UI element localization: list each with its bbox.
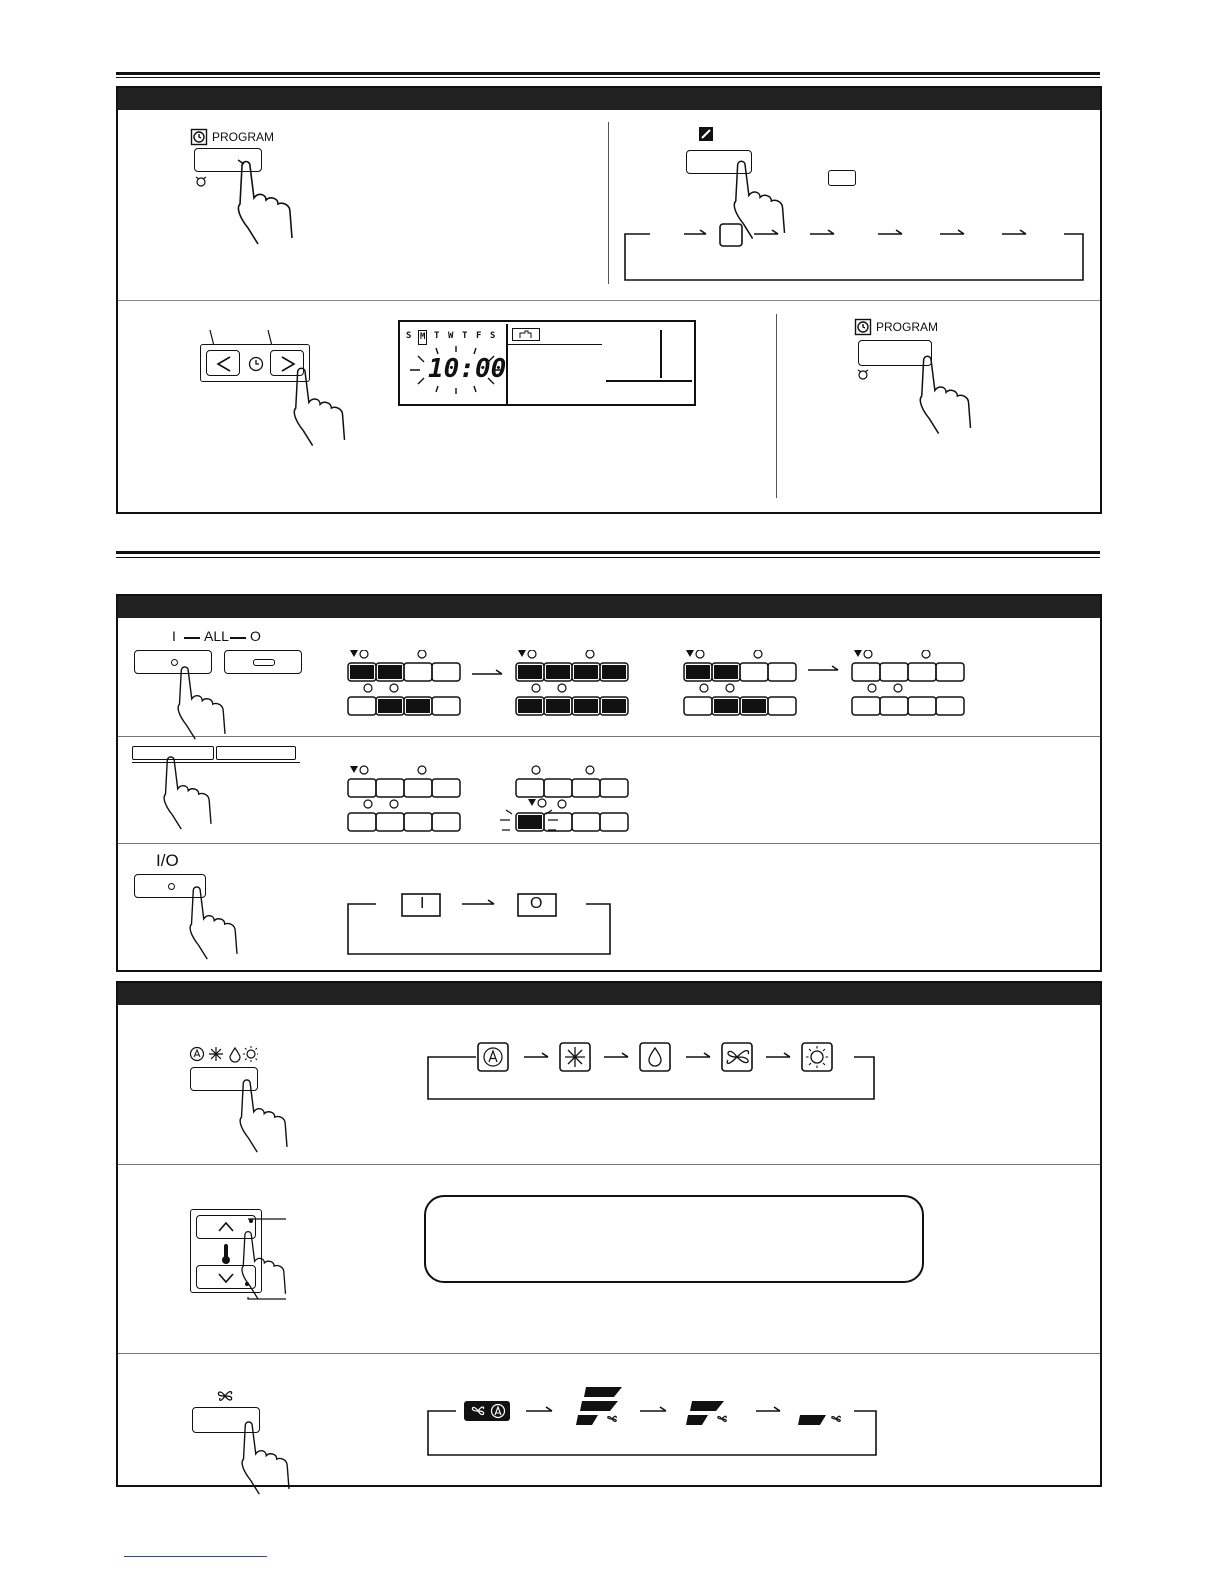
- fan-speed-cycle: [426, 1383, 878, 1457]
- hand-pointer-icon: [238, 1075, 294, 1161]
- chevron-down-icon: [217, 1272, 235, 1284]
- day-wed: W: [448, 331, 454, 341]
- day-tue: T: [434, 331, 440, 341]
- chevron-up-icon: [217, 1221, 235, 1233]
- lcd-time: 10:00: [428, 354, 507, 384]
- all-off-button[interactable]: [224, 650, 302, 674]
- settings-panel: [116, 981, 1102, 1487]
- all-off-label: O: [250, 628, 261, 644]
- all-on-label: I: [172, 628, 176, 644]
- off-symbol: O: [530, 895, 543, 912]
- hand-pointer-icon: [292, 362, 352, 456]
- group-indicator-diagram: [344, 764, 644, 836]
- top-rule-thin: [116, 77, 1100, 78]
- fan-auto-indicator: [464, 1401, 510, 1421]
- all-dash: [230, 637, 246, 639]
- mid-rule: [116, 551, 1100, 554]
- hand-pointer-icon: [236, 158, 300, 252]
- divider-horizontal: [118, 736, 1100, 737]
- mode-icons: [188, 1045, 258, 1063]
- blink-marks: [408, 344, 507, 396]
- day-fri: F: [476, 331, 482, 341]
- divider-horizontal: [118, 300, 1100, 301]
- all-label: ALL: [204, 628, 229, 644]
- fan-icon: [216, 1387, 234, 1405]
- hand-pointer-icon: [240, 1227, 292, 1307]
- divider-vertical-2: [776, 314, 777, 498]
- divider-horizontal: [118, 1353, 1100, 1354]
- hand-pointer-icon: [176, 662, 232, 748]
- onoff-panel-header: [118, 596, 1100, 618]
- divider-horizontal: [118, 1164, 1100, 1165]
- timer-small-icon: [194, 175, 208, 187]
- lcd-hand-indicator: [512, 328, 540, 341]
- divider-horizontal: [118, 843, 1100, 844]
- hand-pointer-icon: [918, 350, 978, 444]
- day-sun: S: [406, 331, 412, 341]
- thermometer-icon: [220, 1243, 232, 1265]
- onoff-cycle-diagram: [346, 892, 612, 956]
- program-panel: [116, 86, 1102, 514]
- lcd-line-right: [606, 380, 692, 382]
- lcd-display: [398, 320, 696, 406]
- day-mon: M: [418, 330, 427, 345]
- program-mode-icon: [698, 126, 714, 142]
- day-thu: T: [462, 331, 468, 341]
- mid-rule-thin: [116, 557, 1100, 558]
- timer-icon: [190, 128, 210, 148]
- onoff-label: I/O: [156, 851, 179, 870]
- program-label: PROGRAM: [212, 130, 275, 144]
- zone-indicator-diagram: [344, 650, 974, 722]
- fan-medium-indicator: [686, 1401, 726, 1425]
- lcd-line-vertical: [660, 330, 662, 378]
- fan-low-indicator: [798, 1415, 840, 1425]
- top-rule: [116, 72, 1100, 75]
- lcd-line: [508, 344, 602, 345]
- settings-panel-header: [118, 983, 1100, 1005]
- timer-small-icon: [856, 368, 870, 380]
- mode-cycle: [426, 1039, 876, 1101]
- hand-pointer-icon: [240, 1417, 296, 1503]
- temperature-note-box: [424, 1195, 924, 1283]
- auto-icon: [478, 1043, 508, 1071]
- clock-icon: [248, 356, 264, 372]
- onoff-panel: [116, 594, 1102, 972]
- hand-pointer-icon: [188, 882, 244, 968]
- fan-high-indicator: [576, 1387, 622, 1425]
- timer-icon: [854, 318, 874, 338]
- footer-link-underline[interactable]: [124, 1556, 267, 1557]
- on-symbol: I: [420, 895, 425, 912]
- time-back-button[interactable]: [206, 350, 240, 376]
- group-select-right[interactable]: [216, 746, 296, 760]
- lcd-divider: [506, 324, 508, 404]
- program-panel-header: [118, 88, 1100, 110]
- slot-mark: [253, 659, 275, 666]
- chevron-left-icon: [215, 355, 233, 373]
- divider-vertical: [608, 122, 609, 284]
- program-label: PROGRAM: [876, 320, 939, 334]
- all-dash: [184, 637, 200, 639]
- hand-mini-icon: [519, 330, 533, 339]
- led-dot: [168, 883, 175, 890]
- indicator-box: [828, 170, 856, 186]
- day-sat: S: [490, 331, 496, 341]
- mode-cycle-diagram: [624, 220, 1086, 282]
- hand-pointer-icon: [162, 752, 218, 838]
